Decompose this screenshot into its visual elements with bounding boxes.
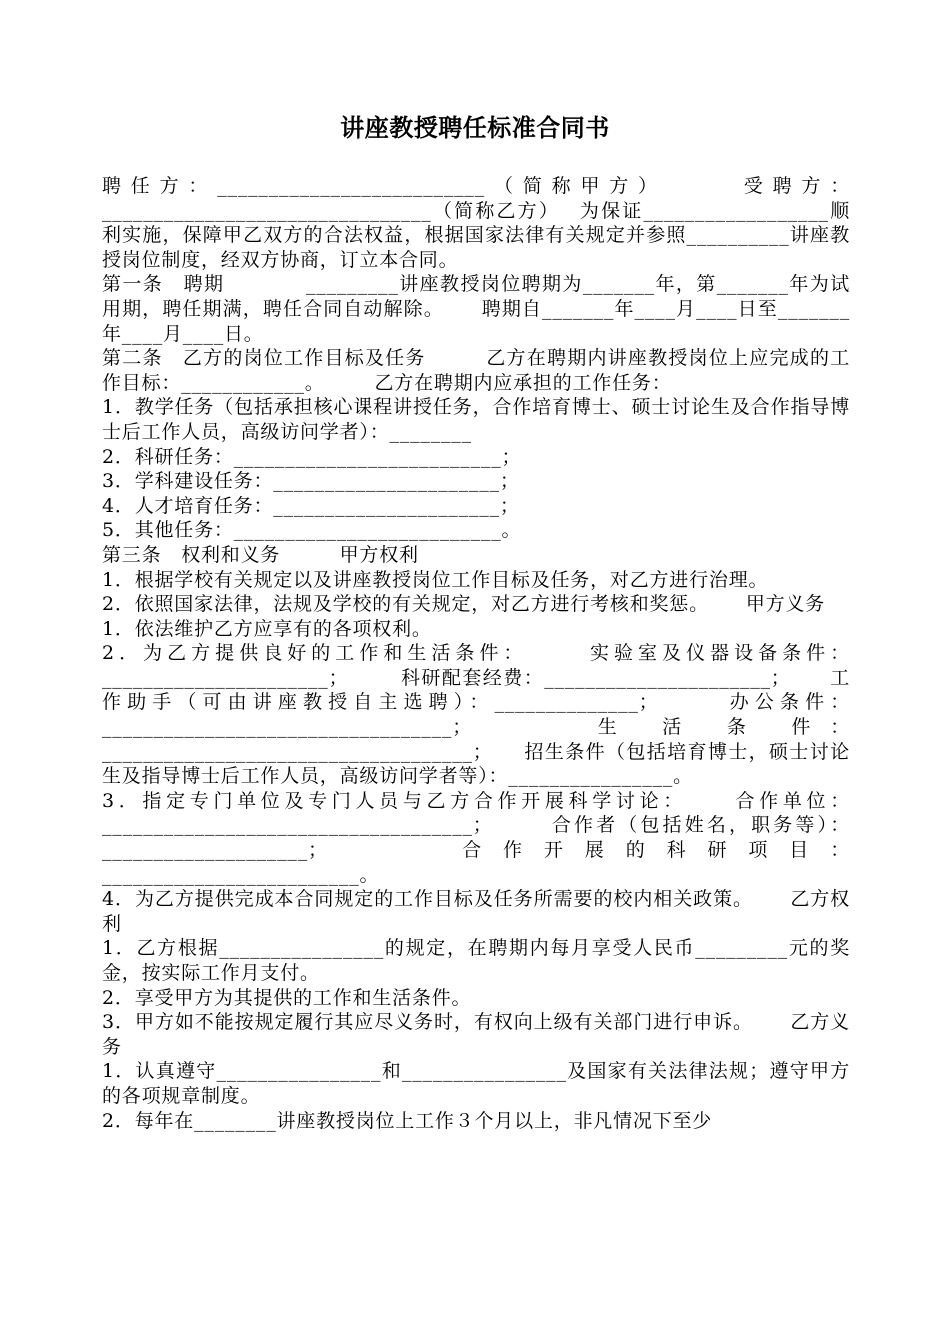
paragraph-task-research: 2．科研任务：__________________________； — [102, 445, 522, 468]
paragraph-parties: 聘任方：__________________________（简称甲方） 受聘方：________________________________（简称乙方） 为保证__________________顺利实施，保障甲乙双方的合法权益，根据国家法律有关规定并参照__________讲座教授岗位制度，经双方协商，订立本合同。 — [102, 175, 850, 271]
paragraph-party-b-right-3: 3．甲方如不能按规定履行其应尽义务时，有权向上级有关部门进行申诉。 乙方义务 — [102, 1011, 850, 1058]
paragraph-task-teaching: 1．教学任务（包括承担核心课程讲授任务，合作培育博士、硕士讨论生及合作指导博士后工作人员，高级访问学者）：________ — [102, 396, 850, 443]
paragraph-party-a-right-1: 1．根据学校有关规定以及讲座教授岗位工作目标及任务，对乙方进行治理。 — [102, 568, 769, 591]
paragraph-party-b-duty-2: 2．每年在________讲座教授岗位上工作３个月以上，非凡情况下至少 — [102, 1109, 713, 1132]
paragraph-article-2: 第二条 乙方的岗位工作目标及任务 乙方在聘期内讲座教授岗位上应完成的工作目标：____________。 乙方在聘期内应承担的工作任务： — [102, 347, 850, 394]
paragraph-party-a-duty-1: 1．依法维护乙方应享有的各项权利。 — [102, 617, 432, 640]
paragraph-task-other: 5．其他任务：__________________________。 — [102, 519, 522, 542]
contract-body — [102, 174, 850, 1133]
paragraph-party-b-right-1: 1．乙方根据________________的规定，在聘期内每月享受人民币_________元的奖金，按实际工作月支付。 — [102, 937, 850, 984]
paragraph-party-a-duty-4: 4．为乙方提供完成本合同规定的工作目标及任务所需要的校内相关政策。 乙方权利 — [102, 888, 850, 935]
paragraph-task-discipline: 3．学科建设任务：______________________； — [102, 470, 520, 493]
paragraph-party-b-duty-1: 1．认真遵守________________和________________及国家有关法律法规；遵守甲方的各项规章制度。 — [102, 1060, 850, 1107]
document-title: 讲座教授聘任标准合同书 — [340, 114, 610, 142]
paragraph-party-a-duty-2: 2．为乙方提供良好的工作和生活条件： 实验室及仪器设备条件：______________________； 科研配套经费：______________________； 工作助手（可由讲座教授自主选聘）：______________； 办公条件：__________________________________； 生 活 条 件：____________________________________； 招生条件（包括培育博士，硕士讨论生及指导博士后工作人员，高级访问学者等）：________________。 — [102, 642, 850, 788]
paragraph-article-3: 第三条 权利和义务 甲方权利 — [102, 543, 419, 566]
paragraph-article-1: 第一条 聘期 _________讲座教授岗位聘期为_______年，第_______年为试用期，聘任期满，聘任合同自动解除。 聘期自_______年____月____日至_______年____月____日。 — [102, 273, 850, 345]
paragraph-task-talent: 4．人才培育任务：______________________； — [102, 494, 520, 517]
paragraph-party-a-right-2: 2．依照国家法律，法规及学校的有关规定，对乙方进行考核和奖惩。 甲方义务 — [102, 593, 826, 616]
paragraph-party-b-right-2: 2．享受甲方为其提供的工作和生活条件。 — [102, 986, 472, 1009]
paragraph-party-a-duty-3: 3．指定专门单位及专门人员与乙方合作开展科学讨论： 合作单位：____________________________________； 合作者（包括姓名，职务等）：____________________； 合作开展的科研项目：_________________________。 — [102, 789, 850, 886]
